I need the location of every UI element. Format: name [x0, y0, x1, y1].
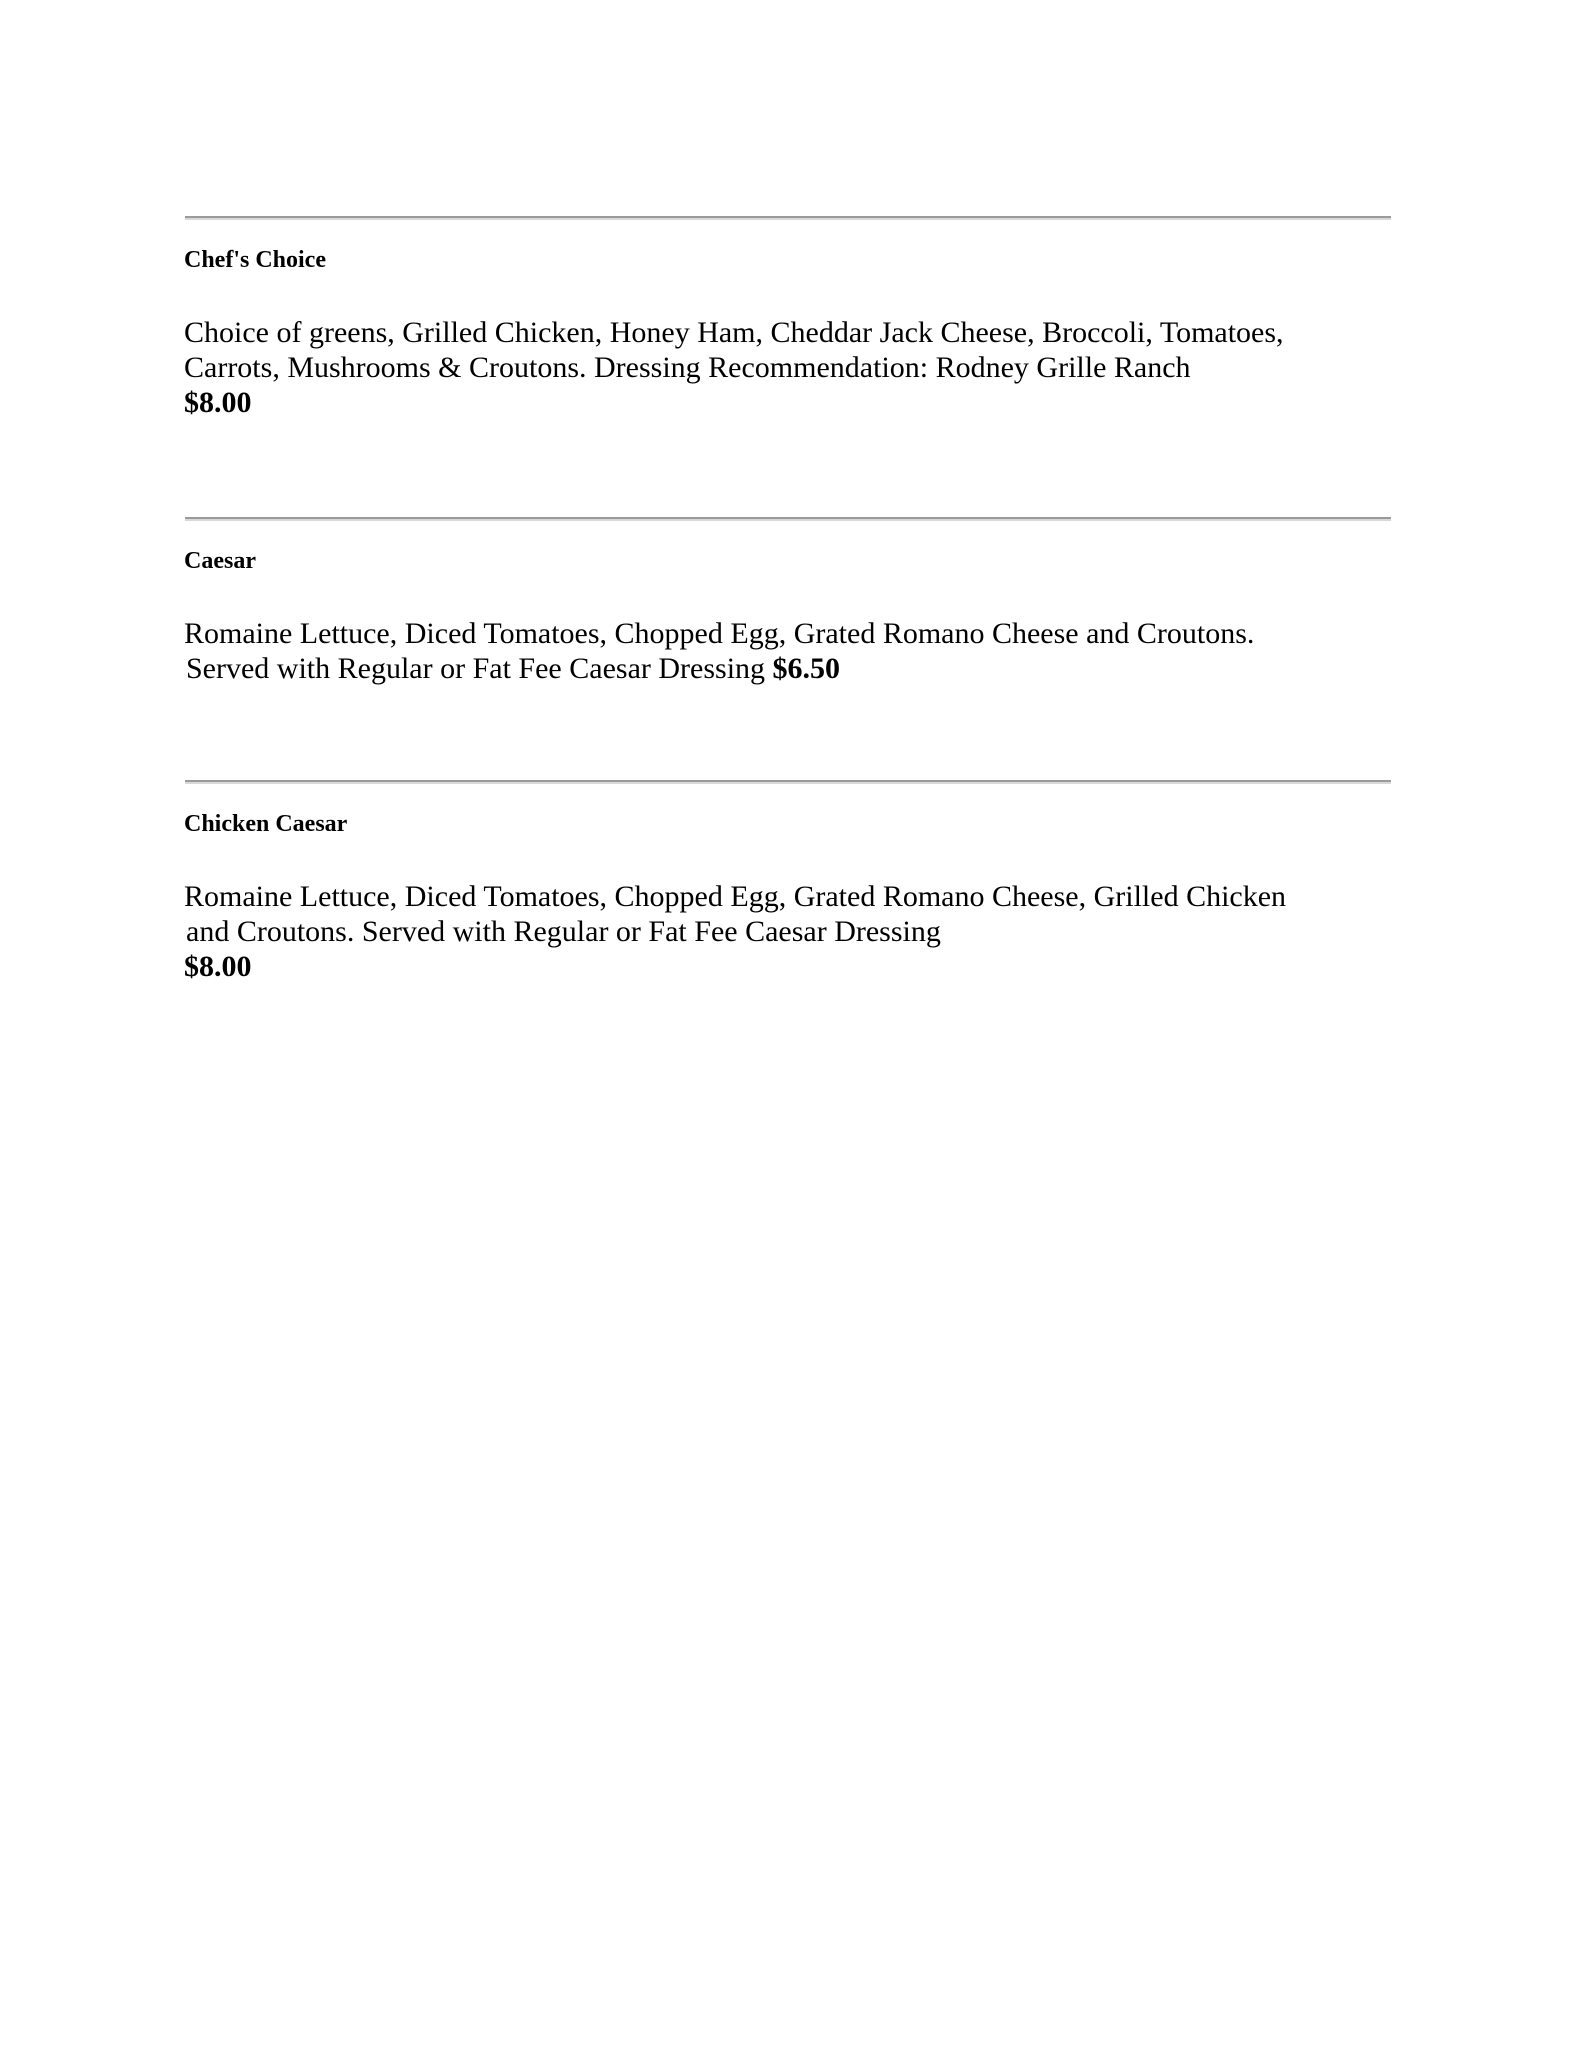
item-name-caesar: Caesar — [184, 548, 256, 574]
divider-rule — [185, 780, 1391, 784]
item-name-chefs-choice: Chef's Choice — [184, 247, 326, 273]
item-price-caesar: $6.50 — [772, 652, 841, 685]
description-line: Romaine Lettuce, Diced Tomatoes, Chopped Egg, Grated Romano Cheese and Croutons. — [184, 617, 1255, 650]
item-price-chefs-choice: $8.00 — [184, 386, 252, 419]
description-line: Choice of greens, Grilled Chicken, Honey Ham, Cheddar Jack Cheese, Broccoli, Tomatoes, — [184, 316, 1284, 349]
item-description-chefs-choice — [184, 315, 1384, 420]
item-description-caesar — [184, 616, 1384, 686]
description-line: Carrots, Mushrooms & Croutons. Dressing Recommendation: Rodney Grille Ranch — [184, 351, 1191, 384]
item-name-chicken-caesar: Chicken Caesar — [184, 811, 348, 837]
divider-rule — [185, 216, 1391, 220]
description-line — [184, 651, 1384, 686]
description-line: Romaine Lettuce, Diced Tomatoes, Chopped Egg, Grated Romano Cheese, Grilled Chicken — [184, 880, 1287, 913]
description-line-text: Served with Regular or Fat Fee Caesar Dressing — [186, 652, 766, 685]
item-description-chicken-caesar — [184, 879, 1384, 984]
item-price-chicken-caesar: $8.00 — [184, 950, 252, 983]
divider-rule — [185, 517, 1391, 521]
description-line: and Croutons. Served with Regular or Fat Fee Caesar Dressing — [186, 915, 941, 948]
